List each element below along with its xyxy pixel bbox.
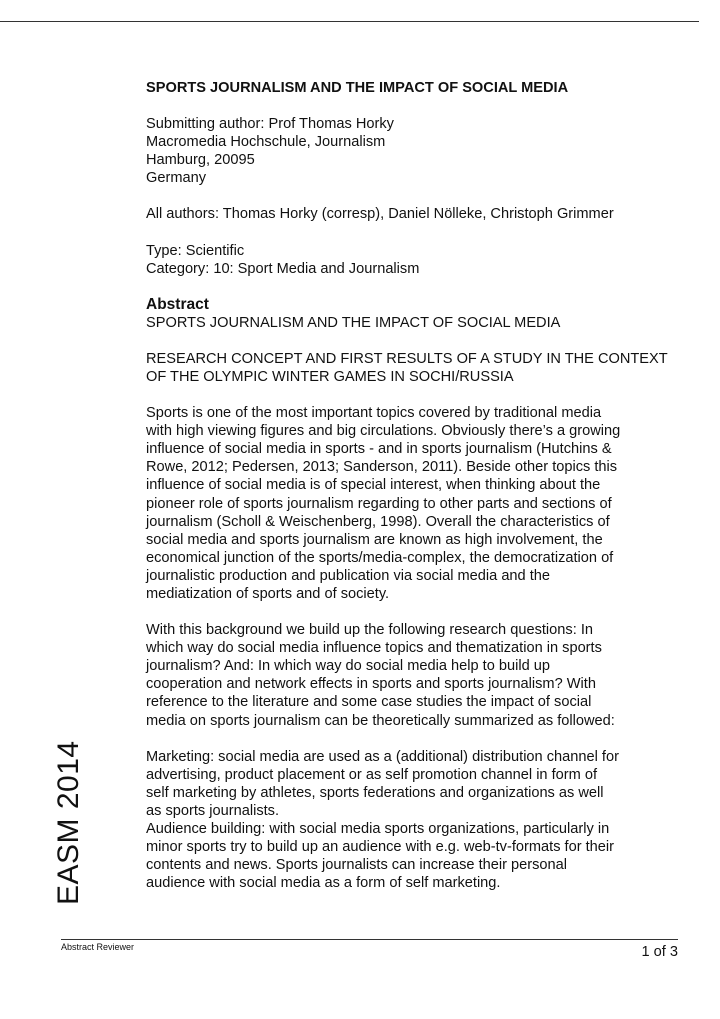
paragraph-line: journalism (Scholl & Weischenberg, 1998). Overall the characteristics of bbox=[146, 513, 610, 530]
paragraph-research-questions bbox=[146, 621, 691, 730]
category-line: Category: 10: Sport Media and Journalism bbox=[146, 260, 420, 277]
paragraph-line: pioneer role of sports journalism regarding to other parts and sections of bbox=[146, 495, 612, 512]
paragraph-line: Audience building: with social media sports organizations, particularly in bbox=[146, 821, 610, 837]
submitting-line: Macromedia Hochschule, Journalism bbox=[146, 134, 386, 151]
paragraph-line: minor sports try to build up an audience with e.g. web-tv-formats for their bbox=[146, 839, 615, 856]
paragraph-line: With this background we build up the following research questions: In bbox=[146, 622, 593, 639]
paragraph-line: media on sports journalism can be theoretically summarized as followed: bbox=[146, 712, 615, 729]
footer-rule bbox=[61, 939, 678, 940]
side-label: EASM 2014 bbox=[52, 740, 85, 905]
abstract-title: SPORTS JOURNALISM AND THE IMPACT OF SOCIAL MEDIA bbox=[146, 314, 561, 331]
abstract-heading: Abstract bbox=[146, 295, 209, 313]
paragraph-line: with high viewing figures and big circulations. Obviously there’s a growing bbox=[146, 423, 621, 440]
document-title: SPORTS JOURNALISM AND THE IMPACT OF SOCIAL MEDIA bbox=[146, 80, 569, 96]
paragraph-line: Rowe, 2012; Pedersen, 2013; Sanderson, 2011). Beside other topics this bbox=[146, 459, 618, 476]
paragraph-line: mediatization of sports and of society. bbox=[146, 585, 390, 602]
type-line: Type: Scientific bbox=[146, 242, 245, 259]
paragraph-line: audience with social media as a form of self marketing. bbox=[146, 875, 501, 892]
paragraph-intro bbox=[146, 404, 691, 603]
paragraph-line: which way do social media influence topics and thematization in sports bbox=[146, 640, 602, 657]
paragraph-line: cooperation and network effects in sports and sports journalism? With bbox=[146, 676, 596, 693]
all-authors: All authors: Thomas Horky (corresp), Daniel Nölleke, Christoph Grimmer bbox=[146, 206, 614, 223]
paragraph-line: social media and sports journalism are known as high involvement, the bbox=[146, 531, 603, 548]
type-category-block bbox=[146, 242, 691, 278]
submitting-line: Hamburg, 20095 bbox=[146, 152, 255, 169]
paragraph-line: advertising, product placement or as self promotion channel in form of bbox=[146, 766, 598, 783]
paragraph-line: self marketing by athletes, sports federations and organizations as well bbox=[146, 784, 604, 801]
paragraph-line: as sports journalists. bbox=[146, 802, 280, 819]
document-body bbox=[146, 79, 691, 892]
paragraph-line: economical junction of the sports/media-complex, the democratization of bbox=[146, 549, 614, 566]
paragraph-line: journalism? And: In which way do social media help to build up bbox=[146, 658, 550, 675]
top-rule bbox=[0, 21, 699, 22]
paragraph-line: reference to the literature and some case studies the impact of social bbox=[146, 694, 592, 711]
paragraph-line: influence of social media in sports - and in sports journalism (Hutchins & bbox=[146, 441, 612, 458]
paragraph-line: journalistic production and publication via social media and the bbox=[146, 567, 551, 584]
submitting-author-block bbox=[146, 115, 691, 187]
abstract-subtitle: RESEARCH CONCEPT AND FIRST RESULTS OF A STUDY IN THE CONTEXT OF THE OLYMPIC WINTER GAMES IN SOCHI/RUSSIA bbox=[146, 350, 668, 385]
submitting-line: Germany bbox=[146, 170, 207, 187]
footer-reviewer-label: Abstract Reviewer bbox=[61, 942, 135, 952]
paragraph-line: Sports is one of the most important topics covered by traditional media bbox=[146, 405, 602, 422]
paragraph-line: contents and news. Sports journalists can increase their personal bbox=[146, 857, 568, 874]
paragraph-marketing bbox=[146, 748, 691, 893]
paragraph-line: influence of social media is of special interest, when thinking about the bbox=[146, 477, 601, 494]
page-number: 1 of 3 bbox=[641, 944, 678, 960]
paragraph-line: Marketing: social media are used as a (additional) distribution channel for bbox=[146, 748, 619, 765]
submitting-line: Submitting author: Prof Thomas Horky bbox=[146, 116, 394, 133]
